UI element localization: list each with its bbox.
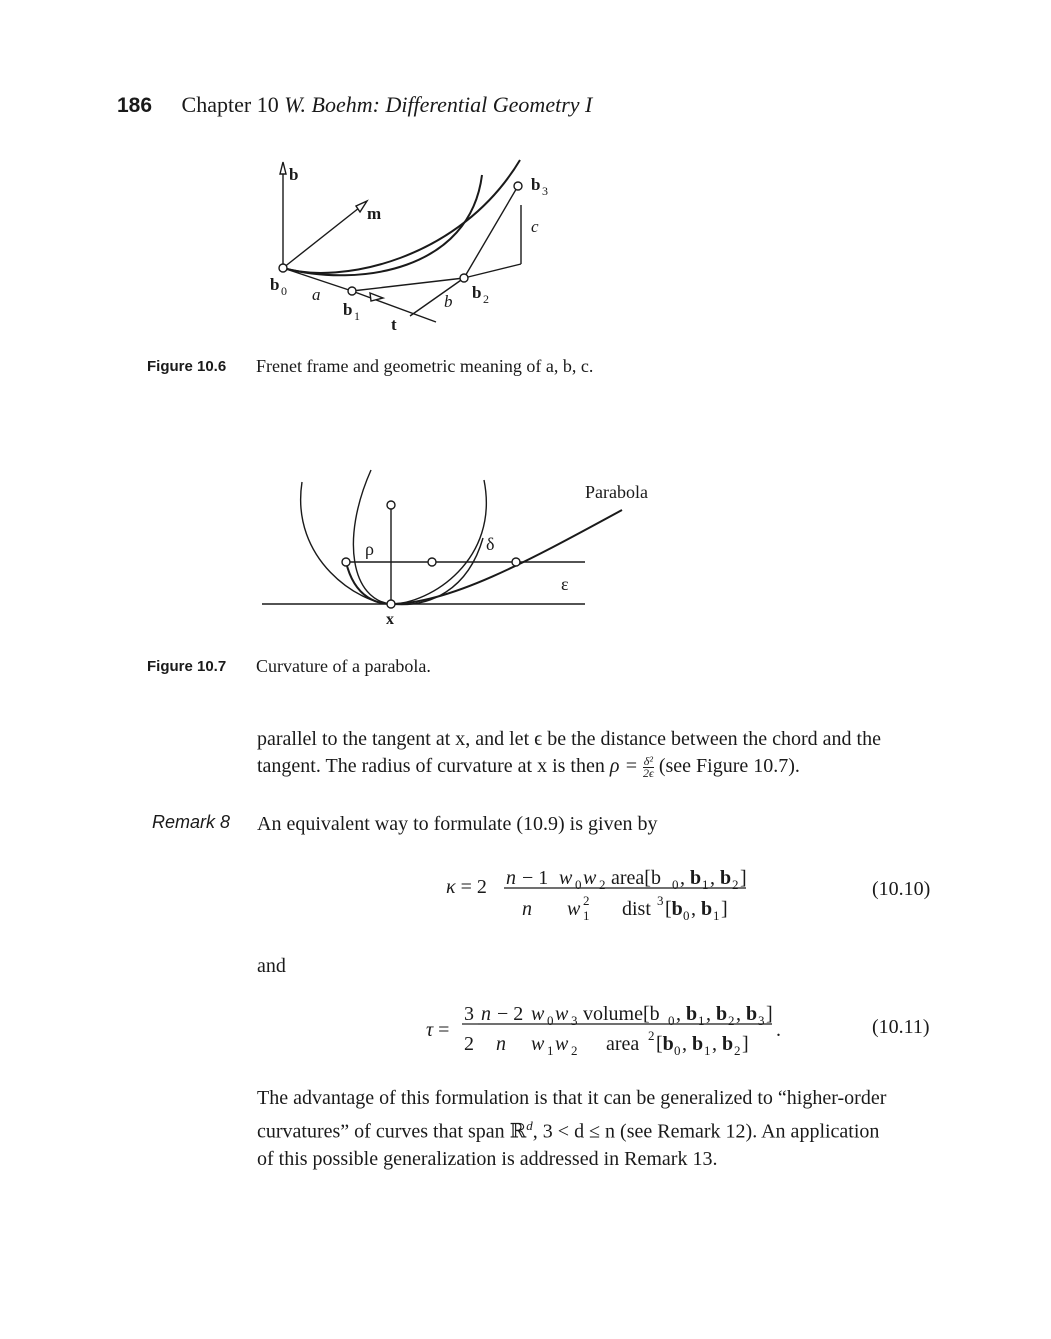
svg-text:n: n — [481, 1003, 491, 1025]
figure-10-6-caption-text: Frenet frame and geometric meaning of a, b, c. — [256, 356, 594, 376]
chord-mid-point — [428, 558, 436, 566]
svg-text:2: 2 — [728, 1013, 735, 1028]
svg-text:0: 0 — [547, 1013, 554, 1028]
remark-8-text: An equivalent way to formulate (10.9) is given by — [257, 813, 658, 835]
page-number: 186 — [117, 94, 153, 117]
paragraph-2-line-1: The advantage of this formulation is that it can be generalized to “higher-order — [257, 1087, 887, 1109]
label-x: x — [386, 611, 394, 628]
paragraph-2-line-3: of this possible generalization is addressed in Remark 13. — [257, 1147, 718, 1170]
svg-text:[b: [b — [656, 1033, 674, 1055]
svg-text:3: 3 — [571, 1013, 578, 1028]
osculating-circle — [301, 480, 487, 604]
paragraph-1-line-2b: (see Figure 10.7). — [658, 755, 800, 777]
svg-text:, b: , b — [712, 1033, 734, 1055]
paragraph-2-line-2b: , 3 < d ≤ n (see Remark 12). An application — [532, 1120, 880, 1143]
equation-10-10 — [440, 860, 760, 930]
equation-10-11 — [420, 990, 800, 1060]
figure-10-6-caption — [147, 356, 847, 380]
svg-text:3: 3 — [464, 1003, 474, 1025]
point-b0 — [279, 264, 287, 272]
svg-text:[b: [b — [665, 898, 683, 920]
label-b1: b — [343, 300, 353, 319]
svg-text:w: w — [567, 898, 581, 920]
svg-text:− 2: − 2 — [497, 1003, 524, 1025]
label-b3: b — [531, 175, 541, 194]
svg-text:.: . — [776, 1019, 781, 1041]
svg-text:0: 0 — [668, 1013, 675, 1028]
label-m: m — [367, 204, 382, 223]
label-b3-sub: 3 — [542, 184, 548, 198]
svg-text:, b: , b — [680, 867, 702, 889]
label-c: c — [531, 217, 539, 236]
svg-text:]: ] — [740, 867, 747, 889]
figure-10-7-label: Figure 10.7 — [147, 658, 227, 675]
svg-text:2: 2 — [599, 877, 606, 892]
normal-arrowhead — [356, 201, 367, 212]
svg-text:0: 0 — [683, 908, 690, 923]
figure-10-6-diagram — [240, 150, 580, 340]
label-epsilon: ε — [561, 574, 569, 594]
paragraph-1-line-2 — [257, 753, 947, 780]
rho-formula: ρ = $\frac{\text{δ²}}{2\epsilon}$ — [609, 753, 654, 780]
label-b2-sub: 2 — [483, 292, 489, 306]
paragraph-1-line-1: parallel to the tangent at x, and let ϵ be the distance between the chord and the — [257, 728, 881, 750]
svg-text:1: 1 — [698, 1013, 705, 1028]
paragraph-2-sup-d: d — [526, 1118, 533, 1133]
equation-10-10-number: (10.10) — [872, 878, 931, 900]
svg-text:2: 2 — [464, 1033, 474, 1055]
remark-8-label: Remark 8 — [152, 812, 231, 832]
author: W. Boehm: — [284, 92, 380, 117]
label-t: t — [391, 315, 397, 334]
point-b3 — [514, 182, 522, 190]
svg-text:w: w — [583, 867, 597, 889]
label-delta: δ — [486, 534, 495, 554]
svg-text:w: w — [555, 1003, 569, 1025]
label-b: b — [289, 165, 299, 184]
svg-text:1: 1 — [583, 908, 590, 923]
area-text-2: area — [606, 1033, 640, 1055]
dist-text: dist — [622, 898, 651, 920]
svg-text:n: n — [506, 867, 516, 889]
paragraph-2-line-2a: curvatures” of curves that span ℝ — [257, 1120, 527, 1143]
svg-text:1: 1 — [547, 1043, 554, 1058]
svg-text:τ =: τ = — [426, 1019, 450, 1041]
label-rho: ρ — [365, 539, 374, 559]
center-point — [387, 501, 395, 509]
label-b0-sub: 0 — [281, 284, 287, 298]
svg-text:w: w — [559, 867, 573, 889]
label-b2: b — [472, 283, 482, 302]
area-text: area[b — [611, 867, 661, 889]
svg-text:3: 3 — [657, 893, 664, 908]
figure-10-7-caption-text: Curvature of a parabola. — [256, 656, 431, 676]
normal-line — [283, 204, 364, 268]
chord-right-point — [512, 558, 520, 566]
svg-text:0: 0 — [674, 1043, 681, 1058]
svg-text:n: n — [496, 1033, 506, 1055]
paragraph-1 — [257, 726, 947, 780]
point-x — [387, 600, 395, 608]
paragraph-1-line-2a: tangent. The radius of curvature at x is then — [257, 755, 605, 777]
chapter-label: Chapter 10 — [181, 92, 279, 117]
and-text: and — [257, 955, 286, 977]
svg-text:]: ] — [742, 1033, 749, 1055]
chord-left-point — [342, 558, 350, 566]
figure-10-7-diagram — [255, 462, 675, 632]
distance-c-base — [464, 264, 521, 278]
point-b2 — [460, 274, 468, 282]
svg-text:− 1: − 1 — [522, 867, 549, 889]
label-b-dist: b — [444, 292, 453, 311]
svg-text:1: 1 — [713, 908, 720, 923]
svg-text:0: 0 — [575, 877, 582, 892]
svg-text:w: w — [531, 1033, 545, 1055]
curve-main — [283, 175, 482, 275]
curve-second — [283, 160, 520, 273]
svg-text:, b: , b — [736, 1003, 758, 1025]
svg-text:2: 2 — [571, 1043, 578, 1058]
svg-text:, b: , b — [691, 898, 713, 920]
svg-text:2: 2 — [648, 1028, 655, 1043]
svg-text:2: 2 — [732, 877, 739, 892]
svg-text:, b: , b — [676, 1003, 698, 1025]
label-a: a — [312, 285, 321, 304]
label-b1-sub: 1 — [354, 309, 360, 323]
running-header — [117, 92, 592, 118]
figure-10-7-caption — [147, 656, 847, 680]
svg-text:, b: , b — [710, 867, 732, 889]
svg-text:2: 2 — [734, 1043, 741, 1058]
svg-text:2: 2 — [583, 893, 590, 908]
binormal-arrowhead — [280, 162, 286, 174]
svg-text:, b: , b — [682, 1033, 704, 1055]
svg-text:]: ] — [766, 1003, 773, 1025]
svg-text:κ = 2: κ = 2 — [446, 876, 487, 898]
svg-text:, b: , b — [706, 1003, 728, 1025]
svg-text:n: n — [522, 898, 532, 920]
label-parabola: Parabola — [585, 482, 648, 502]
svg-text:3: 3 — [758, 1013, 765, 1028]
paragraph-2-line-2 — [257, 1112, 947, 1146]
svg-text:1: 1 — [702, 877, 709, 892]
svg-text:w: w — [555, 1033, 569, 1055]
figure-10-6-label: Figure 10.6 — [147, 358, 227, 375]
chapter-title: Differential Geometry I — [385, 92, 593, 117]
label-b0: b — [270, 275, 280, 294]
point-b1 — [348, 287, 356, 295]
inner-circle — [353, 470, 483, 605]
volume-text: volume[b — [583, 1003, 660, 1025]
tangent-arrowhead — [370, 293, 383, 301]
equation-10-11-number: (10.11) — [872, 1016, 930, 1038]
svg-text:0: 0 — [672, 877, 679, 892]
paragraph-2 — [257, 1085, 947, 1173]
svg-text:]: ] — [721, 898, 728, 920]
svg-text:1: 1 — [704, 1043, 711, 1058]
svg-text:w: w — [531, 1003, 545, 1025]
